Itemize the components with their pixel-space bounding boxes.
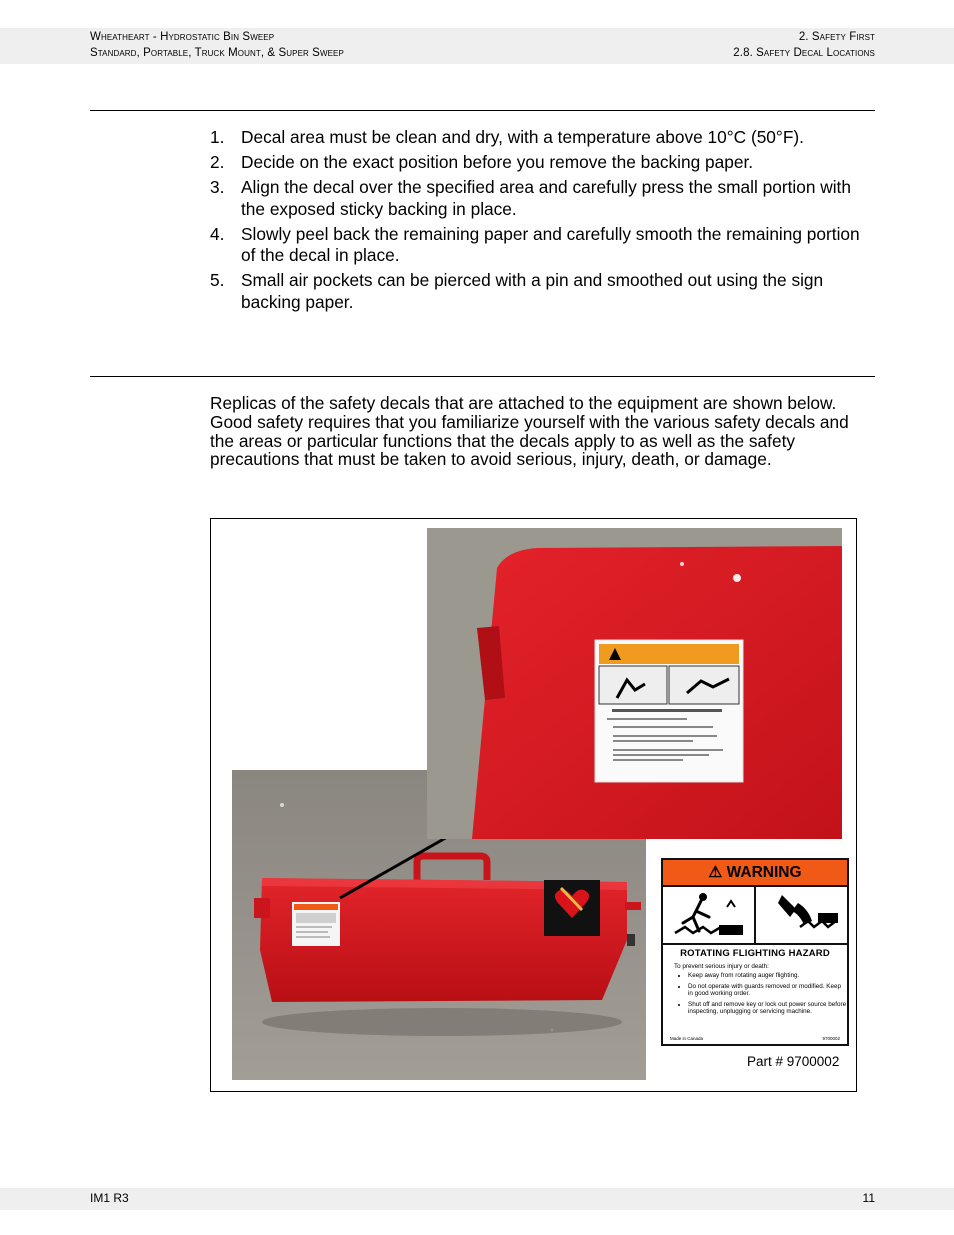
- warning-triangle-icon: ⚠: [708, 864, 723, 881]
- step-text: Slowly peel back the remaining paper and carefully smooth the remaining portion of the decal in place.: [241, 223, 860, 265]
- decal-installation-steps: [210, 127, 878, 317]
- step-number: 2.: [210, 152, 225, 172]
- list-item: • Do not operate with guards removed or modified. Keep in good working order.: [688, 983, 847, 998]
- footer-page-number: 11: [862, 1191, 875, 1205]
- header-chapter: 2. Safety First: [798, 31, 875, 43]
- decal-hazard-title: ROTATING FLIGHTING HAZARD: [680, 948, 830, 959]
- warning-decal-replica: [661, 858, 849, 1046]
- decal-footer: [670, 1036, 840, 1041]
- step-number: 1.: [210, 127, 225, 147]
- header-left: [90, 29, 344, 61]
- step-text: Small air pockets can be pierced with a pin and smoothed out using the sign backing paper.: [241, 270, 824, 312]
- header-right: [733, 29, 875, 61]
- decal-signal-word: ⚠ WARNING: [663, 860, 847, 887]
- decal-made-in: Made in Canada: [670, 1036, 704, 1041]
- hand-entanglement-icon: [756, 887, 847, 943]
- decal-location-figure: [210, 518, 857, 1092]
- section-rule-top: [90, 110, 875, 111]
- step-text: Decide on the exact position before you remove the backing paper.: [241, 152, 754, 172]
- person-falling-auger-icon: [663, 887, 756, 943]
- list-item: • Shut off and remove key or lock out power source before inspecting, unplugging or servicing machine.: [688, 1001, 847, 1016]
- step-number: 4.: [210, 223, 225, 244]
- step-text: Decal area must be clean and dry, with a temperature above 10°C (50°F).: [241, 127, 804, 147]
- list-item: • Keep away from rotating auger flighting.: [688, 972, 847, 980]
- list-item: [210, 177, 878, 220]
- section-rule-middle: [90, 376, 875, 377]
- decal-lead-text: To prevent serious injury or death:: [674, 963, 769, 970]
- header-section: 2.8. Safety Decal Locations: [733, 47, 875, 59]
- step-number: 3.: [210, 177, 225, 197]
- footer-band: [0, 1188, 954, 1210]
- footer-revision: IM1 R3: [90, 1191, 129, 1205]
- list-item: [210, 270, 878, 313]
- list-item: [210, 224, 878, 267]
- part-number-label: Part # 9700002: [747, 1054, 840, 1069]
- step-text: Align the decal over the specified area and carefully press the small portion with the exposed sticky backing in place.: [241, 177, 851, 219]
- header-doc-title: Wheatheart - Hydrostatic Bin Sweep: [90, 31, 275, 43]
- list-item: [210, 152, 878, 174]
- list-item: [210, 127, 878, 149]
- decal-bullet-list: [663, 972, 847, 1016]
- decal-closeup-photo: [427, 528, 842, 839]
- step-number: 5.: [210, 270, 225, 290]
- decal-code: 9700002: [822, 1036, 840, 1041]
- header-doc-subtitle: Standard, Portable, Truck Mount, & Super Sweep: [90, 47, 344, 59]
- intro-paragraph: Replicas of the safety decals that are attached to the equipment are shown below. Good safety requires that you familiarize yourself with the various safety decals and the areas or particular functions that the decals apply to as well as the safety precautions that must be taken to avoid serious, injury, death, or damage.: [210, 393, 849, 470]
- decal-pictograms: [663, 887, 847, 945]
